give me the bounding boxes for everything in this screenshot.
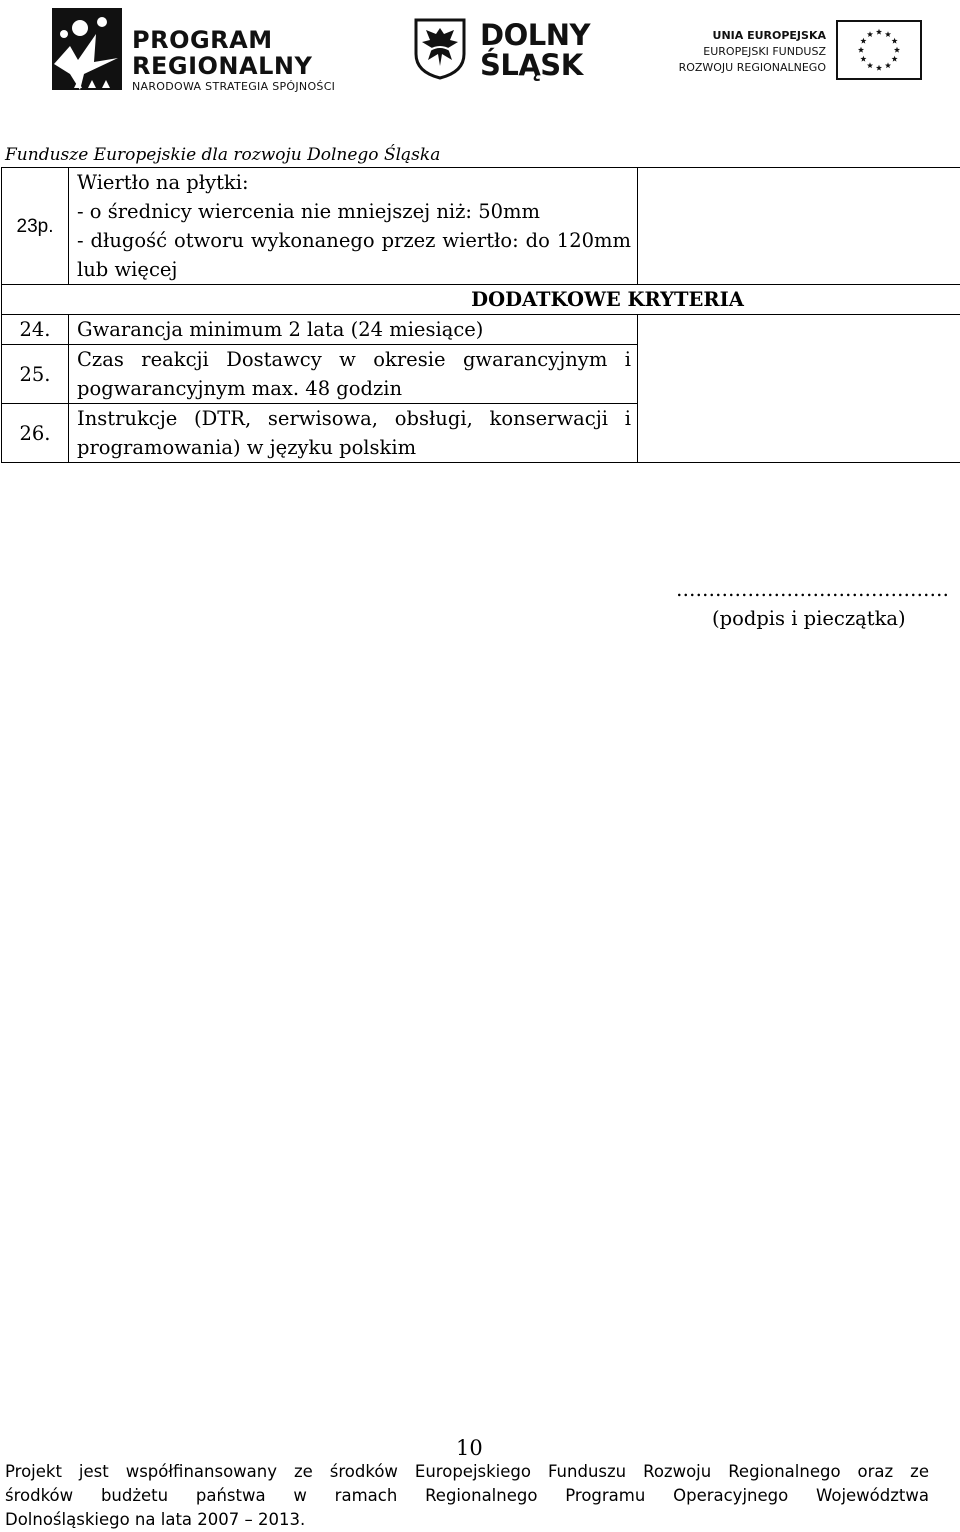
signature-dots: …………………………………… [676, 578, 949, 601]
program-logo-line3: NARODOWA STRATEGIA SPÓJNOŚCI [132, 80, 336, 93]
program-logo-line2: REGIONALNY [132, 52, 313, 80]
signature-block [676, 578, 949, 630]
row-description-line: - o średnicy wiercenia nie mniejszej niż: 50mm [77, 200, 540, 223]
row-description-line: - długość otworu wykonanego przez wiertło: do 120mm lub więcej [77, 229, 631, 281]
footer-line: Projekt jest współfinansowany ze środków Europejskiego Funduszu Rozwoju Regionalnego oraz ze [5, 1462, 929, 1481]
program-regionalny-star-icon [44, 4, 126, 94]
row-number: 26. [2, 404, 69, 463]
eu-logo-line3: ROZWOJU REGIONALNEGO [678, 61, 826, 74]
table-row [2, 168, 960, 285]
row-number: 25. [2, 345, 69, 404]
section-header: DODATKOWE KRYTERIA [2, 285, 960, 315]
header-logos [0, 0, 960, 100]
footer-line: środków budżetu państwa w ramach Regionalnego Programu Operacyjnego Województwa [5, 1486, 929, 1505]
footer [5, 1460, 929, 1532]
eu-logo-line2: EUROPEJSKI FUNDUSZ [703, 45, 826, 58]
program-regionalny-logo [44, 4, 344, 94]
eu-logo-line1: UNIA EUROPEJSKA [712, 29, 826, 42]
eagle-shield-icon [414, 18, 466, 80]
eu-logo [672, 20, 922, 82]
row-value-cell [638, 168, 960, 285]
row-description [69, 168, 638, 285]
eu-flag-icon [836, 20, 922, 80]
page-number: 10 [456, 1436, 483, 1460]
specification-table [1, 167, 960, 463]
region-logo-line1: DOLNY [480, 18, 590, 52]
row-description-line: Wiertło na płytki: [77, 171, 249, 194]
row-number: 24. [2, 315, 69, 345]
table-row [2, 315, 960, 345]
region-logo-line2: ŚLĄSK [480, 48, 583, 82]
funds-line: Fundusze Europejskie dla rozwoju Dolnego Śląska [5, 145, 441, 165]
row-description: Czas reakcji Dostawcy w okresie gwarancyjnym i pogwarancyjnym max. 48 godzin [69, 345, 638, 404]
signature-caption: (podpis i pieczątka) [712, 607, 906, 630]
footer-line: Dolnośląskiego na lata 2007 – 2013. [5, 1510, 306, 1529]
row-description: Instrukcje (DTR, serwisowa, obsługi, konserwacji i programowania) w języku polskim [69, 404, 638, 463]
row-description: Gwarancja minimum 2 lata (24 miesiące) [69, 315, 638, 345]
row-value-cell [638, 315, 960, 463]
program-logo-line1: PROGRAM [132, 26, 273, 54]
eu-logo-text [672, 28, 826, 76]
table-section-row [2, 285, 960, 315]
dolny-slask-logo [414, 18, 614, 82]
row-number: 23p. [2, 168, 69, 285]
